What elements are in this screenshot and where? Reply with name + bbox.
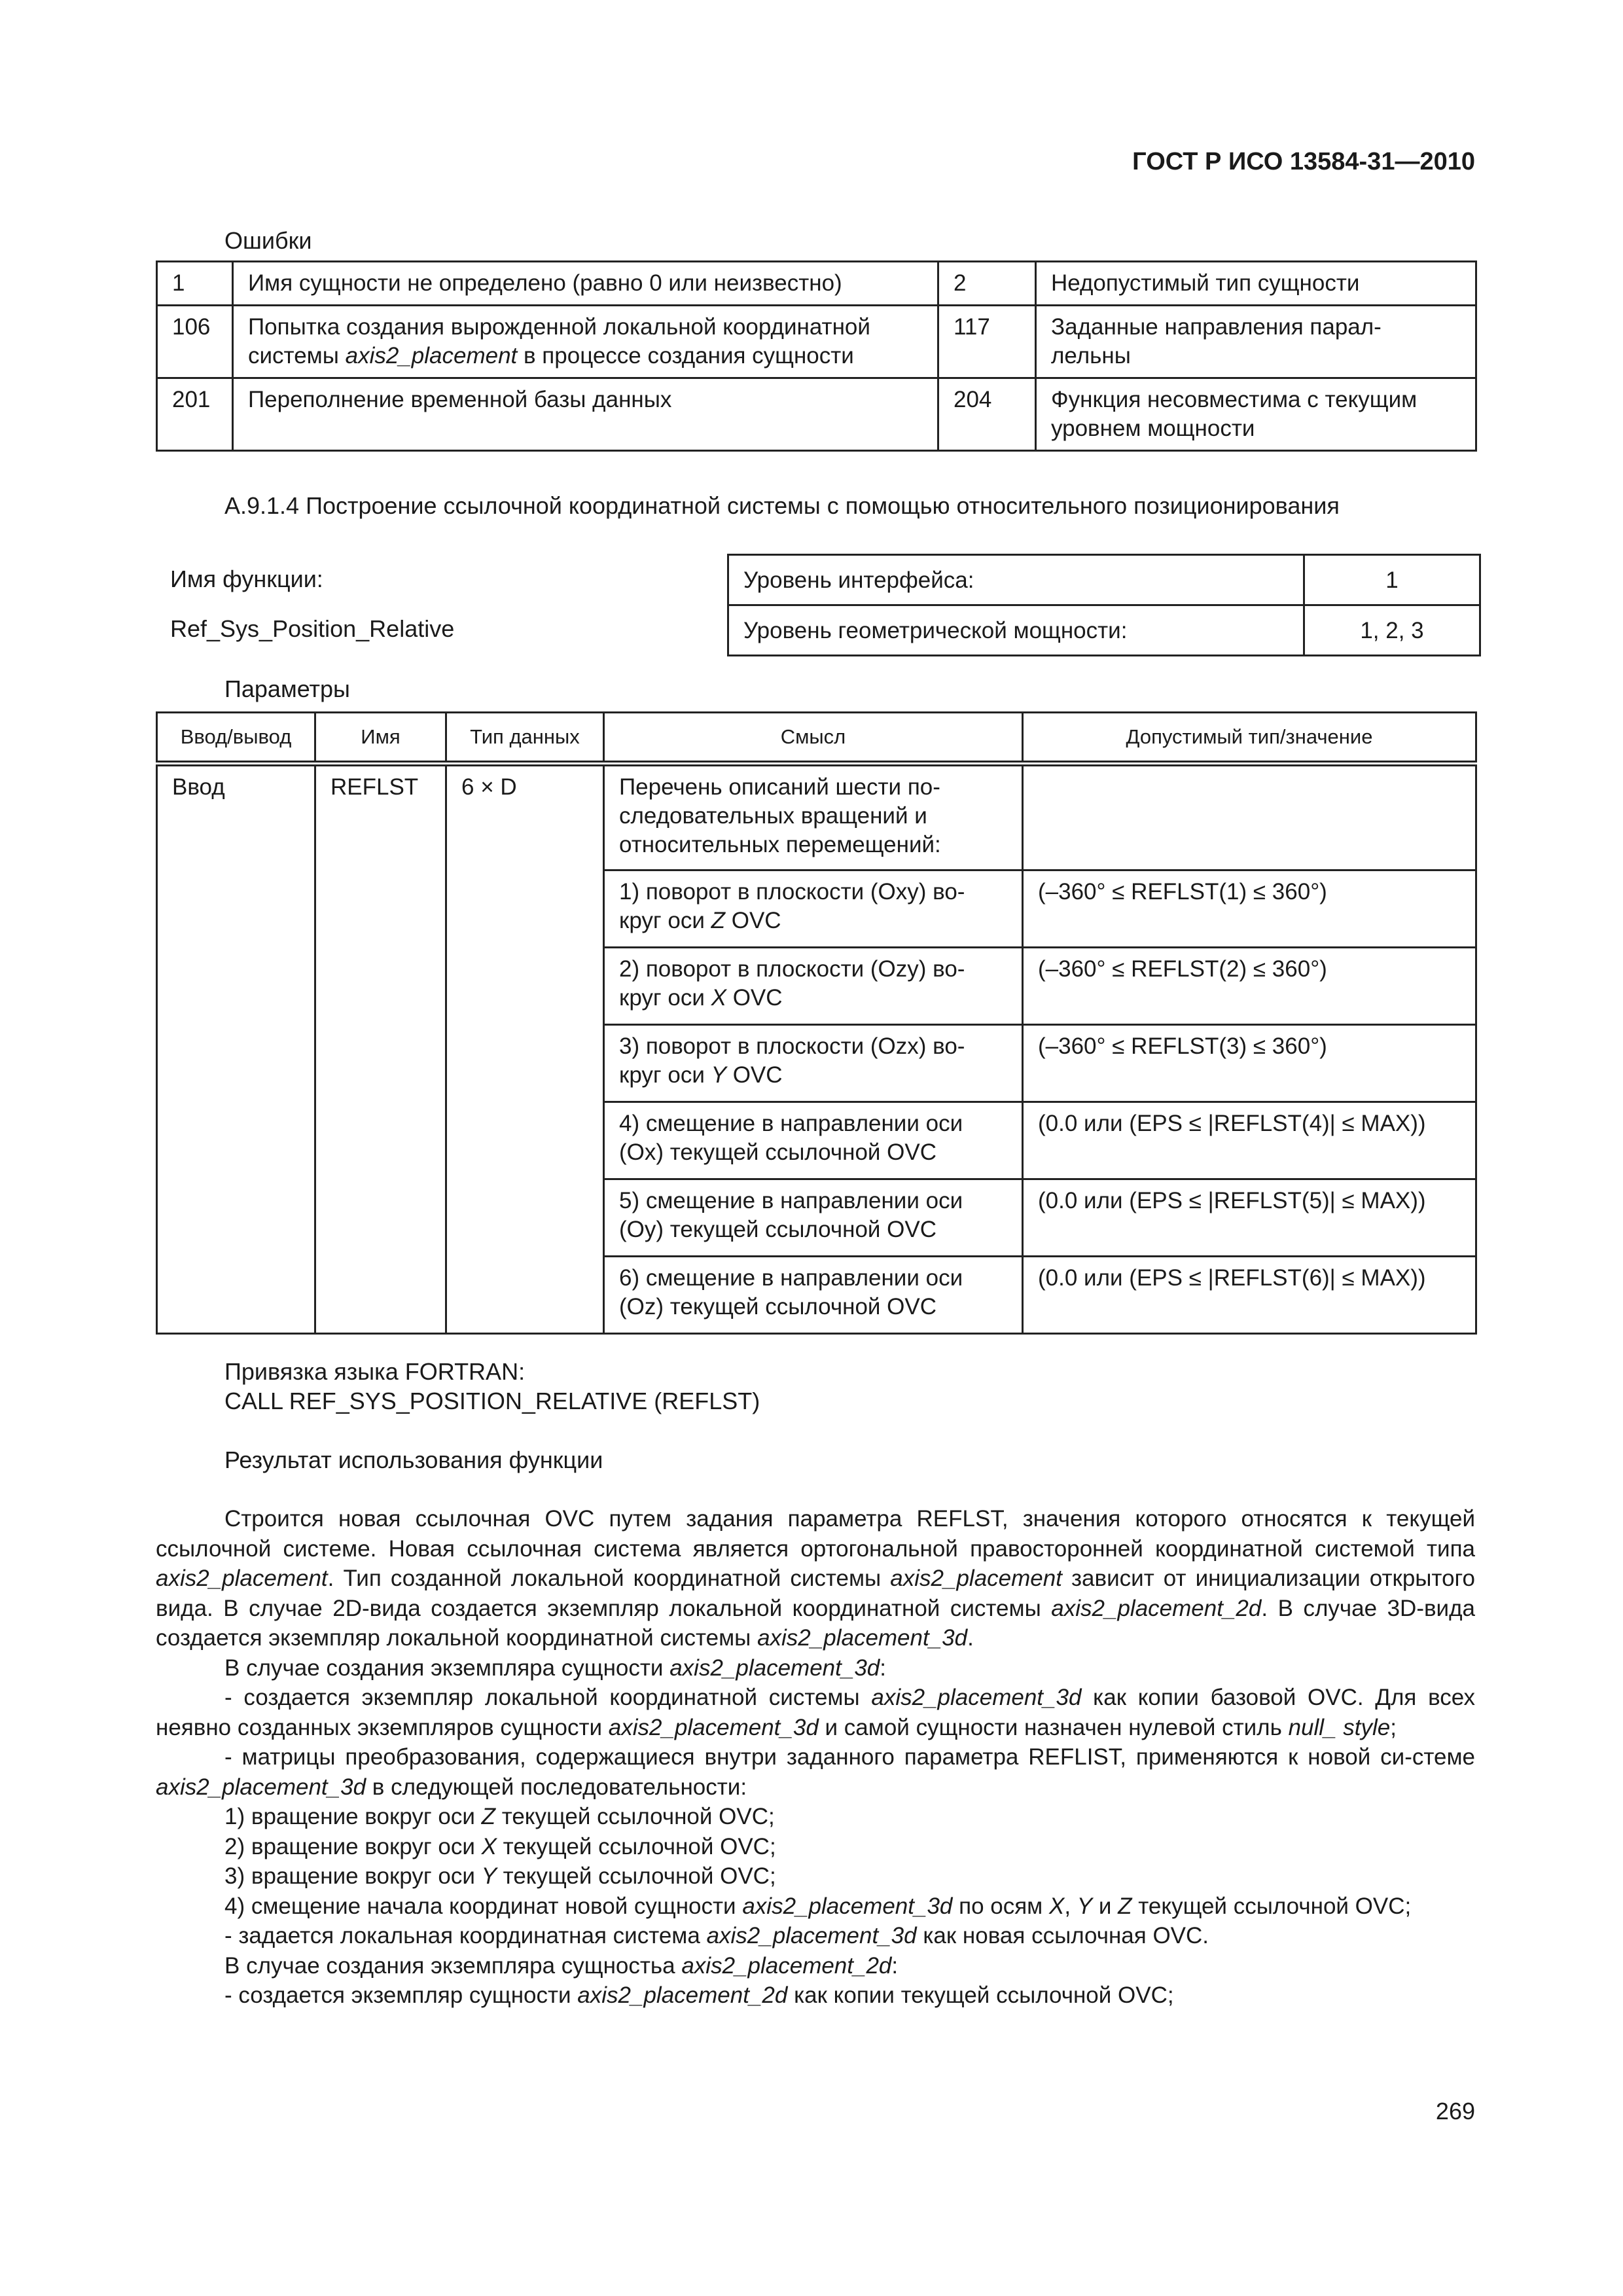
error-text: Недопустимый тип сущности (1036, 262, 1476, 306)
table-row (157, 378, 1476, 451)
errors-table (156, 260, 1477, 452)
param-meaning: 4) смещение в направлении оси (Ox) текущей ссылочной OVC (604, 1102, 1023, 1179)
levels-table (727, 554, 1481, 656)
table-row (728, 605, 1480, 656)
column-header: Тип данных (446, 713, 604, 764)
paragraph: - создается экземпляр локальной координатной системы axis2_placement_3d как копии базовой OVC. Для всех неявно созданных экземпляров сущности axis2_placement_3d и самой сущности назначен нулевой стиль null_ style; (156, 1685, 1475, 1740)
level-value: 1 (1304, 555, 1480, 605)
error-text: Переполнение временной базы данных (233, 378, 938, 451)
error-code: 117 (938, 306, 1036, 378)
level-value: 1, 2, 3 (1304, 605, 1480, 656)
function-label: Имя функции: (170, 565, 323, 592)
list-item: 3) вращение вокруг оси Y текущей ссылочной OVC; (224, 1863, 776, 1889)
paragraph: В случае создания экземпляра сущностьа axis2_placement_2d: (224, 1952, 899, 1979)
param-name: REFLST (315, 764, 446, 1334)
fortran-call: CALL REF_SYS_POSITION_RELATIVE (REFLST) (224, 1388, 760, 1414)
paragraph: Строится новая ссылочная OVC путем задания параметра REFLST, значения которого относятся к текущей ссылочной системе. Новая ссылочная система является ортогональной правосторонней координатной системой типа axis2_placement. Тип созданной локальной координатной системы axis2_placement зависит от инициализации открытого вида. В случае 2D-вида создается экземпляр локальной координатной системы axis2_placement_2d. В случае 3D-вида создается экземпляр локальной координатной системы axis2_placement_3d. (156, 1506, 1476, 1651)
param-type: 6 × D (446, 764, 604, 1334)
function-name: Ref_Sys_Position_Relative (170, 615, 455, 642)
param-meaning: 3) поворот в плоскости (Ozx) во-круг оси Y OVC (604, 1025, 1023, 1102)
table-row (157, 306, 1476, 378)
list-item: 2) вращение вокруг оси X текущей ссылочной OVC; (224, 1833, 776, 1859)
param-allowed: (0.0 или (EPS ≤ |REFLST(5)| ≤ MAX)) (1023, 1179, 1476, 1257)
params-table (156, 711, 1477, 1335)
level-label: Уровень геометрической мощности: (728, 605, 1304, 656)
param-allowed: (–360° ≤ REFLST(1) ≤ 360°) (1023, 870, 1476, 948)
error-text: Попытка создания вырожденной локальной координатной системы axis2_placement в процессе создания сущности (233, 306, 938, 378)
param-allowed: (0.0 или (EPS ≤ |REFLST(6)| ≤ MAX)) (1023, 1257, 1476, 1334)
param-meaning: 2) поворот в плоскости (Ozy) во-круг оси X OVC (604, 948, 1023, 1025)
list-item: 4) смещение начала координат новой сущности axis2_placement_3d по осям X, Y и Z текущей ссылочной OVC; (224, 1893, 1412, 1919)
error-text: Функция несовместима с текущим уровнем мощности (1036, 378, 1476, 451)
table-row (157, 262, 1476, 306)
param-meaning: 5) смещение в направлении оси (Oy) текущей ссылочной OVC (604, 1179, 1023, 1257)
paragraph: В случае создания экземпляра сущности axis2_placement_3d: (224, 1655, 886, 1681)
error-code: 201 (157, 378, 233, 451)
error-code: 106 (157, 306, 233, 378)
fortran-label: Привязка языка FORTRAN: (224, 1358, 526, 1385)
document-id-header: ГОСТ Р ИСО 13584-31—2010 (1132, 148, 1475, 175)
param-meaning: Перечень описаний шести по-следовательных вращений и относительных перемещений: (604, 764, 1023, 870)
table-header-row (157, 713, 1476, 764)
error-text: Имя сущности не определено (равно 0 или неизвестно) (233, 262, 938, 306)
paragraph: - создается экземпляр сущности axis2_placement_2d как копии текущей ссылочной OVC; (224, 1982, 1174, 2008)
column-header: Допустимый тип/значение (1023, 713, 1476, 764)
result-heading: Результат использования функции (224, 1446, 603, 1473)
level-label: Уровень интерфейса: (728, 555, 1304, 605)
param-meaning: 6) смещение в направлении оси (Oz) текущей ссылочной OVC (604, 1257, 1023, 1334)
table-row (157, 764, 1476, 870)
param-allowed (1023, 764, 1476, 870)
column-header: Имя (315, 713, 446, 764)
params-heading: Параметры (224, 675, 350, 702)
error-code: 204 (938, 378, 1036, 451)
error-code: 2 (938, 262, 1036, 306)
error-code: 1 (157, 262, 233, 306)
column-header: Ввод/вывод (157, 713, 315, 764)
column-header: Смысл (604, 713, 1023, 764)
param-io: Ввод (157, 764, 315, 1334)
param-allowed: (0.0 или (EPS ≤ |REFLST(4)| ≤ MAX)) (1023, 1102, 1476, 1179)
section-title: А.9.1.4 Построение ссылочной координатной системы с помощью относительного позиционирования (224, 492, 1340, 519)
param-allowed: (–360° ≤ REFLST(2) ≤ 360°) (1023, 948, 1476, 1025)
paragraph: - матрицы преобразования, содержащиеся внутри заданного параметра REFLIST, применяются к новой си-стеме axis2_placement_3d в следующей последовательности: (156, 1744, 1475, 1800)
result-body (156, 1504, 1475, 2011)
paragraph: - задается локальная координатная система axis2_placement_3d как новая ссылочная OVC. (224, 1923, 1209, 1948)
list-item: 1) вращение вокруг оси Z текущей ссылочной OVC; (224, 1804, 775, 1829)
page-number: 269 (1435, 2098, 1475, 2125)
param-meaning: 1) поворот в плоскости (Oxy) во-круг оси Z OVC (604, 870, 1023, 948)
table-row (728, 555, 1480, 605)
error-text: Заданные направления парал-лельны (1036, 306, 1476, 378)
param-allowed: (–360° ≤ REFLST(3) ≤ 360°) (1023, 1025, 1476, 1102)
errors-heading: Ошибки (224, 227, 312, 254)
